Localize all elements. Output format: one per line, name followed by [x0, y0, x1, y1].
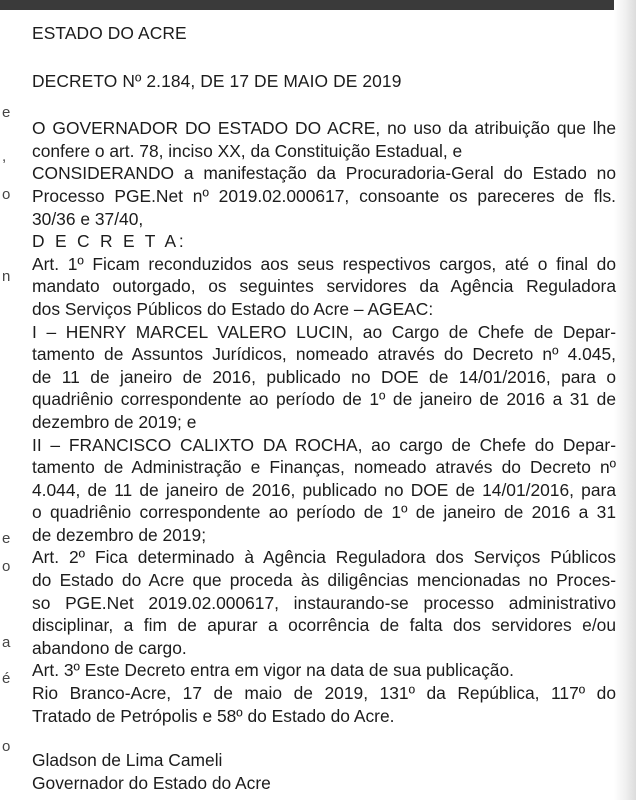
margin-fragment: é	[2, 670, 11, 687]
margin-fragment: o	[2, 186, 11, 203]
signature-block	[32, 749, 616, 794]
margin-fragment: ,	[2, 148, 7, 165]
margin-fragment: e	[2, 104, 11, 121]
article-line: so PGE.Net 2019.02.000617, instaurando-se processo administrativo	[32, 592, 616, 613]
preamble-line: confere o art. 78, inciso XX, da Constituição Estadual, e	[32, 140, 463, 161]
article-line: Art. 3º Este Decreto entra em vigor na data de sua publicação.	[32, 660, 514, 681]
article-2	[32, 546, 616, 659]
item-line: o quadriênio correspondente ao período de 1º de janeiro de 2016 a 31	[32, 502, 616, 523]
article-line: Art. 2º Fica determinado à Agência Reguladora dos Serviços Públicos	[32, 547, 616, 568]
article-line: Art. 1º Ficam reconduzidos aos seus respectivos cargos, até o final do	[32, 253, 616, 274]
preamble-line: O GOVERNADOR DO ESTADO DO ACRE, no uso da atribuição que lhe	[32, 118, 616, 139]
item-line: 4.044, de 11 de janeiro de 2016, publicado no DOE de 14/01/2016, para	[32, 479, 616, 500]
article-1	[32, 253, 616, 547]
closing-date	[32, 682, 616, 727]
margin-fragment: e	[2, 530, 11, 547]
article-line: mandato outorgado, os seguintes servidores da Agência Reguladora	[32, 276, 616, 297]
item-line: tamento de Administração e Finanças, nomeado através do Decreto nº	[32, 457, 616, 478]
signatory-name: Gladson de Lima Cameli	[32, 750, 223, 771]
article-line: disciplinar, a fim de apurar a ocorrência de falta dos servidores e/ou	[32, 615, 616, 636]
item-line: tamento de Assuntos Jurídicos, nomeado através do Decreto nº 4.045,	[32, 344, 616, 365]
closing-line: Tratado de Petrópolis e 58º do Estado do Acre.	[32, 705, 395, 726]
decree-document	[32, 22, 616, 794]
item-line: II – FRANCISCO CALIXTO DA ROCHA, ao cargo de Chefe do Depar-	[32, 434, 616, 455]
signatory-role: Governador do Estado do Acre	[32, 772, 271, 793]
considerando-line: Processo PGE.Net nº 2019.02.000617, consoante os pareceres de fls.	[32, 185, 616, 206]
margin-fragment: o	[2, 738, 11, 755]
closing-line: Rio Branco-Acre, 17 de maio de 2019, 131º da República, 117º do	[32, 683, 616, 704]
preamble	[32, 117, 616, 253]
article-line: abandono de cargo.	[32, 637, 187, 658]
considerando-line: CONSIDERANDO a manifestação da Procuradoria-Geral do Estado no	[32, 163, 616, 184]
page-fold-shadow	[614, 0, 636, 800]
decreta-heading: D E C R E T A:	[32, 231, 187, 252]
item-line: dezembro de 2019; e	[32, 411, 197, 432]
article-3	[32, 659, 616, 682]
margin-fragment: n	[2, 268, 11, 285]
left-column-bleed	[0, 0, 12, 800]
article-line: dos Serviços Públicos do Estado do Acre – AGEAC:	[32, 298, 434, 319]
article-line: do Estado do Acre que proceda às diligências mencionadas no Proces-	[32, 570, 616, 591]
item-line: I – HENRY MARCEL VALERO LUCIN, ao Cargo de Chefe de Depar-	[32, 321, 616, 342]
item-line: de dezembro de 2019;	[32, 524, 207, 545]
top-rule	[0, 0, 620, 10]
item-line: quadriênio correspondente ao período de 1º de janeiro de 2016 a 31 de	[32, 389, 616, 410]
item-line: de 11 de janeiro de 2016, publicado no DOE de 14/01/2016, para o	[32, 366, 616, 387]
state-heading: ESTADO DO ACRE	[32, 23, 187, 43]
decree-title: DECRETO Nº 2.184, DE 17 DE MAIO DE 2019	[32, 70, 402, 91]
considerando-line: 30/36 e 37/40,	[32, 208, 144, 229]
margin-fragment: o	[2, 558, 11, 575]
margin-fragment: a	[2, 634, 11, 651]
